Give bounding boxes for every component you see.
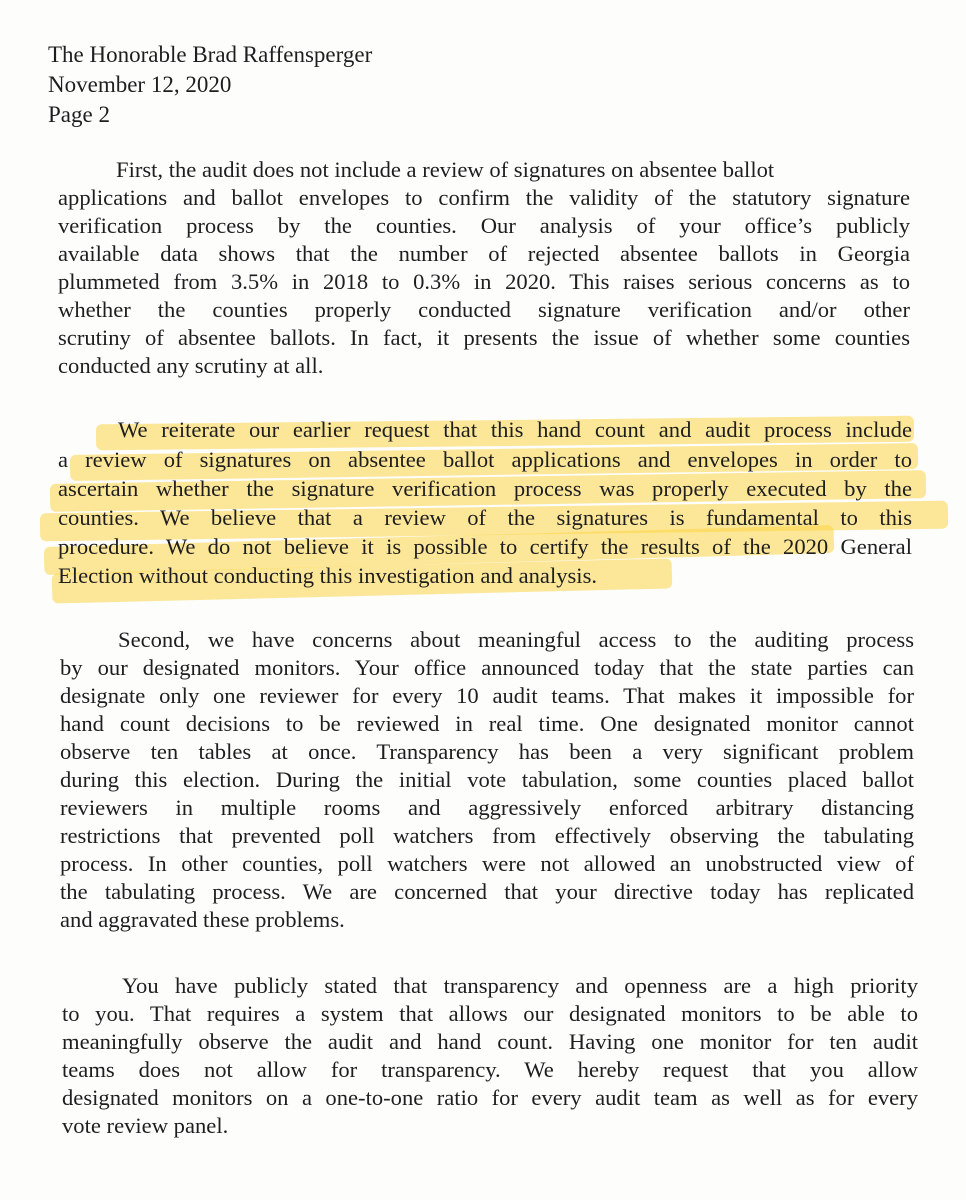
letter-date: November 12, 2020 xyxy=(48,72,232,97)
paragraph-line: and aggravated these problems. xyxy=(60,907,345,932)
paragraph-line: during this election. During the initial vote tabulation, some counties placed ballot xyxy=(60,767,914,792)
paragraph-line: teams does not allow for transparency. We hereby request that you allow xyxy=(62,1057,918,1082)
paragraph-line: process. In other counties, poll watchers were not allowed an unobstructed view of xyxy=(60,851,914,876)
paragraph-line: applications and ballot envelopes to confirm the validity of the statutory signature xyxy=(58,185,910,210)
paragraph-line: plummeted from 3.5% in 2018 to 0.3% in 2020. This raises serious concerns as to xyxy=(58,269,910,294)
paragraph-line: Second, we have concerns about meaningful access to the auditing process xyxy=(118,627,914,652)
paragraph-line: scrutiny of absentee ballots. In fact, it presents the issue of whether some counties xyxy=(58,325,910,350)
paragraph-line: hand count decisions to be reviewed in real time. One designated monitor cannot xyxy=(60,711,914,736)
paragraph-line: Election without conducting this investigation and analysis. xyxy=(58,563,598,588)
paragraph-line: conducted any scrutiny at all. xyxy=(58,353,324,378)
paragraph-line: You have publicly stated that transparency and openness are a high priority xyxy=(122,973,918,998)
paragraph-line: the tabulating process. We are concerned that your directive today has replicated xyxy=(60,879,914,904)
paragraph-line: by our designated monitors. Your office announced today that the state parties can xyxy=(60,655,914,680)
page-number: Page 2 xyxy=(48,102,110,127)
paragraph-line: First, the audit does not include a review of signatures on absentee ballot xyxy=(116,157,775,182)
paragraph-line: designated monitors on a one-to-one ratio for every audit team as well as for every xyxy=(62,1085,918,1110)
paragraph-line: whether the counties properly conducted signature verification and/or other xyxy=(58,297,910,322)
paragraph-line: ascertain whether the signature verification process was properly executed by the xyxy=(58,476,912,501)
paragraph-line: observe ten tables at once. Transparency has been a very significant problem xyxy=(60,739,914,764)
paragraph-line: verification process by the counties. Our analysis of your office’s publicly xyxy=(58,213,910,238)
paragraph-line: available data shows that the number of rejected absentee ballots in Georgia xyxy=(58,241,910,266)
paragraph-line: vote review panel. xyxy=(62,1113,229,1138)
addressee: The Honorable Brad Raffensperger xyxy=(48,42,373,67)
paragraph-line: procedure. We do not believe it is possible to certify the results of the 2020 General xyxy=(58,534,912,559)
paragraph-line: designate only one reviewer for every 10 audit teams. That makes it impossible for xyxy=(60,683,914,708)
paragraph-line: a review of signatures on absentee ballot applications and envelopes in order to xyxy=(58,447,912,472)
letter-header xyxy=(48,40,372,130)
paragraph-line: counties. We believe that a review of the signatures is fundamental to this xyxy=(58,505,912,530)
paragraph-line: We reiterate our earlier request that this hand count and audit process include xyxy=(118,417,912,442)
paragraph-line: reviewers in multiple rooms and aggressively enforced arbitrary distancing xyxy=(60,795,914,820)
paragraph-line: meaningfully observe the audit and hand count. Having one monitor for ten audit xyxy=(62,1029,918,1054)
paragraph-line: to you. That requires a system that allows our designated monitors to be able to xyxy=(62,1001,918,1026)
paragraph-line: restrictions that prevented poll watchers from effectively observing the tabulating xyxy=(60,823,914,848)
